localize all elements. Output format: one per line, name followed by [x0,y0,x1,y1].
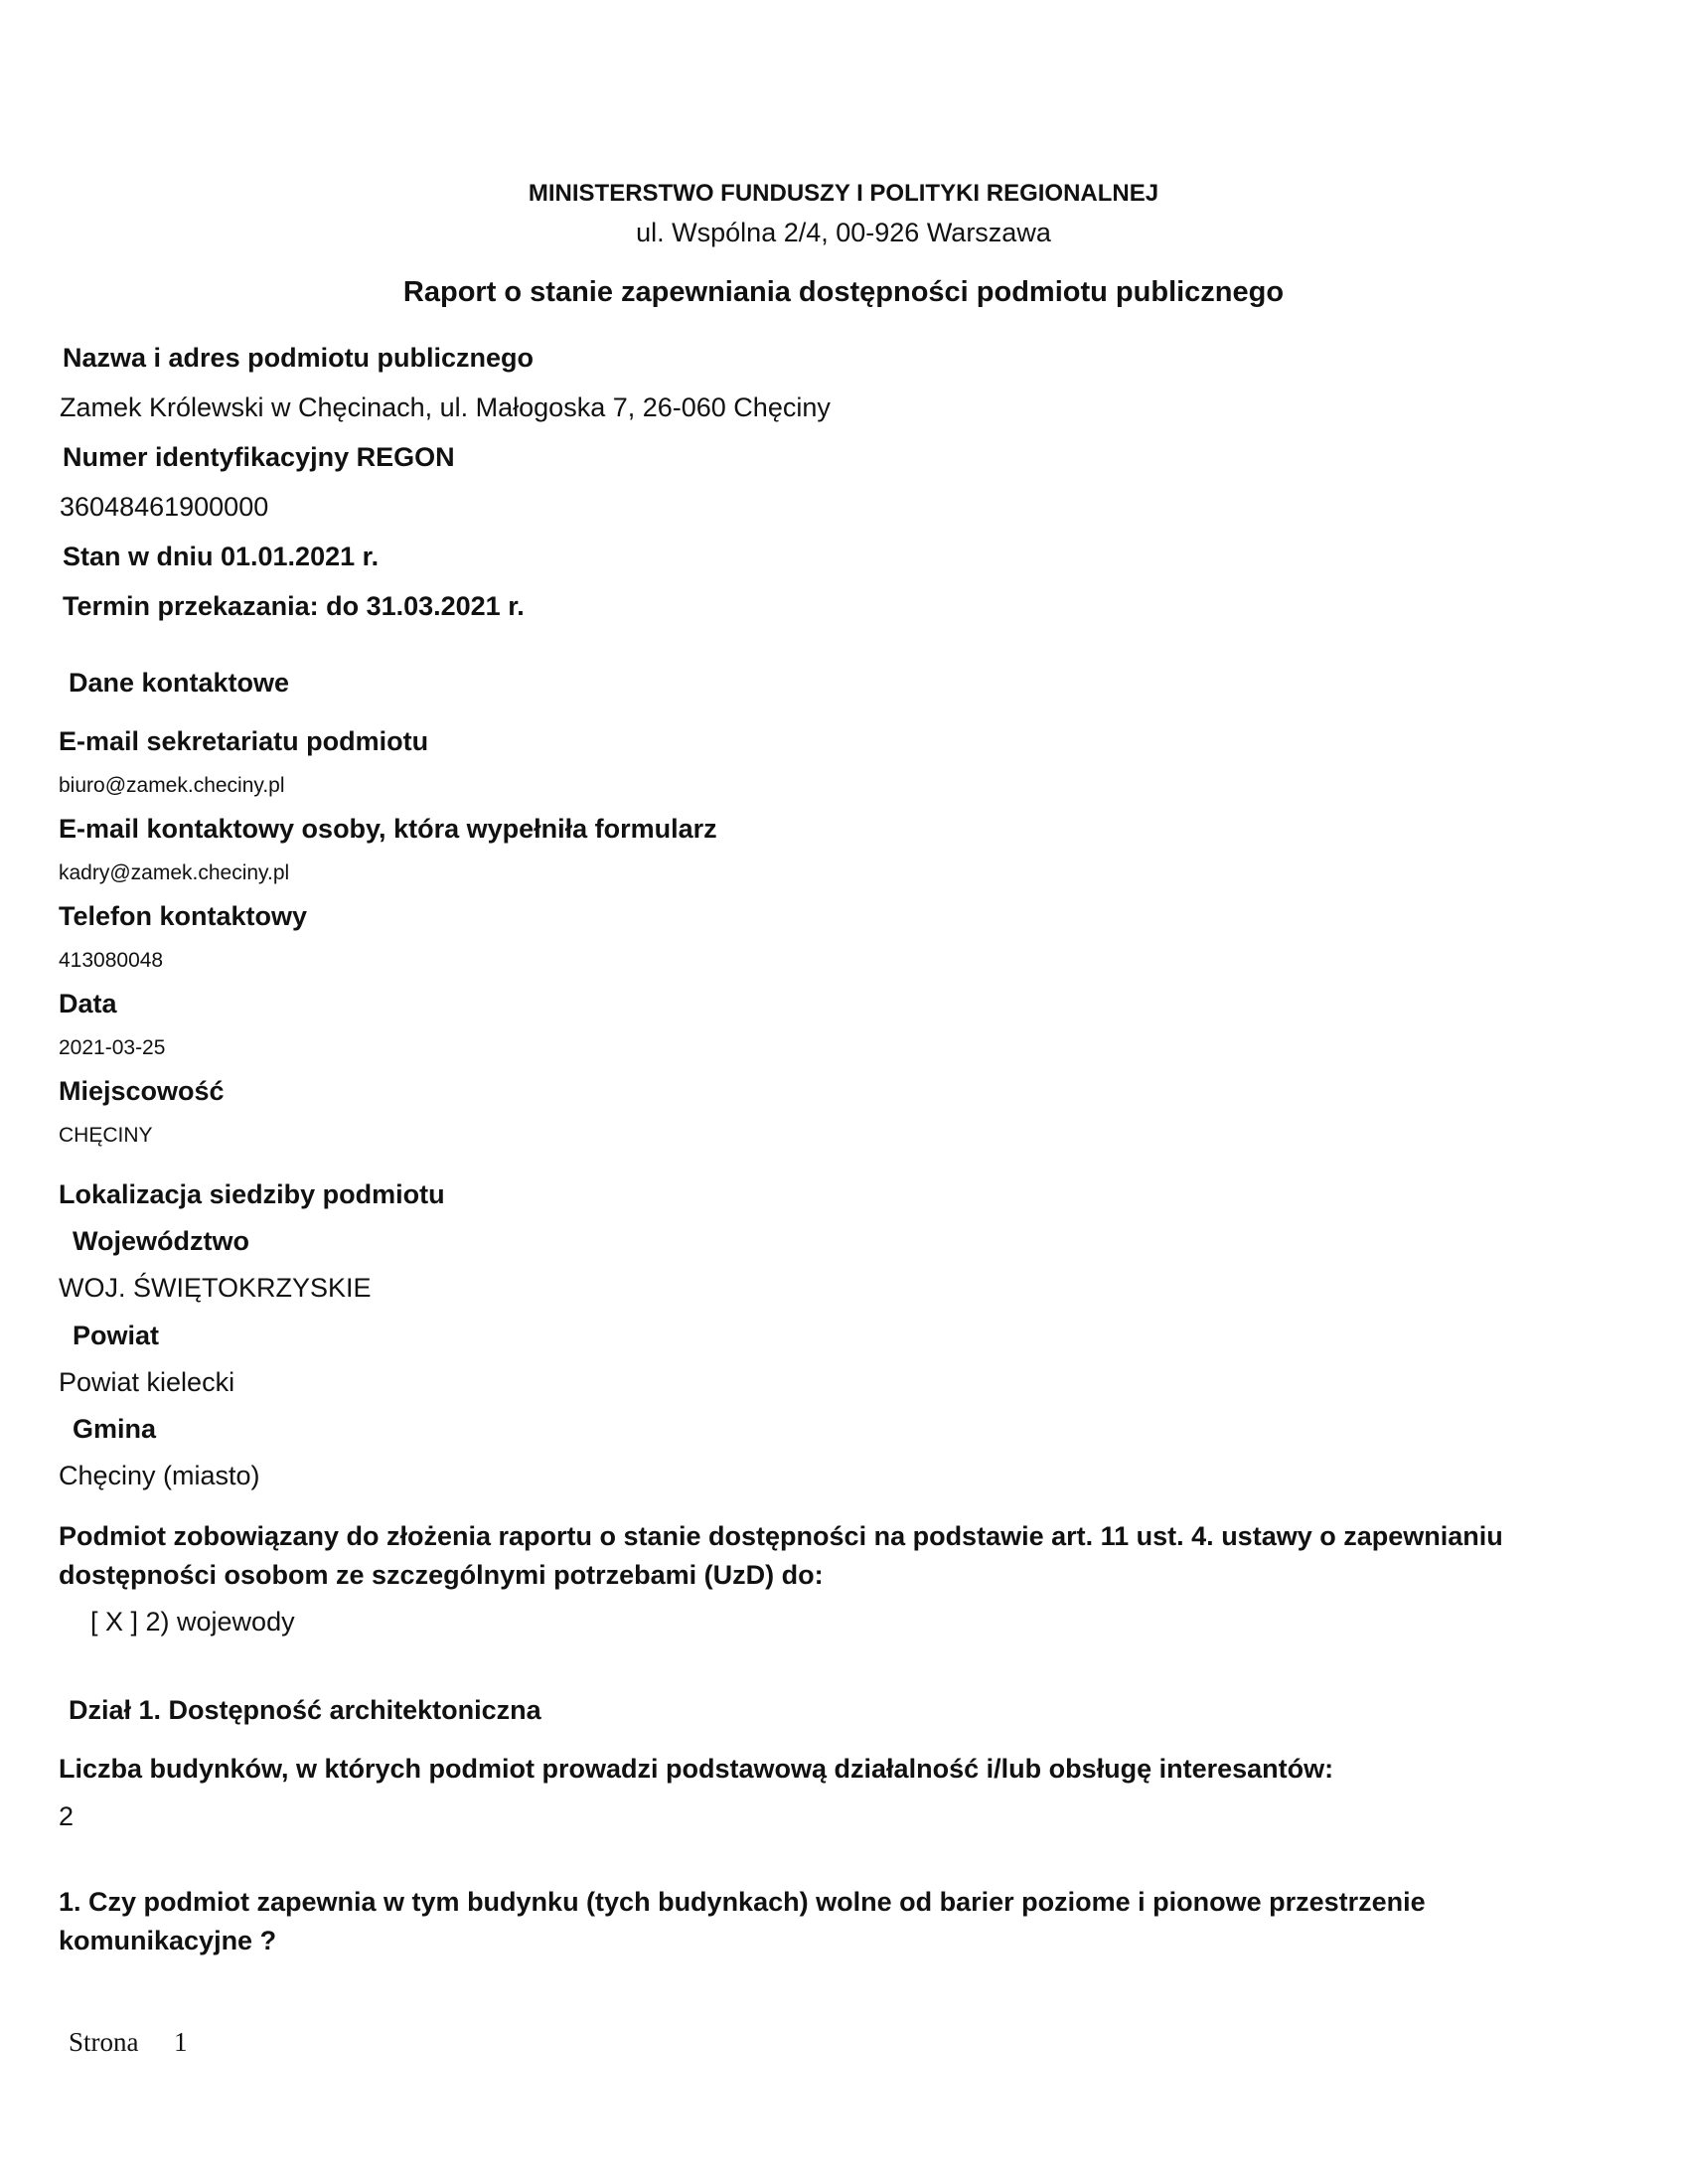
ministry-name: MINISTERSTWO FUNDUSZY I POLITYKI REGIONALNEJ [528,180,1159,207]
entity-name-label: Nazwa i adres podmiotu publicznego [63,343,535,373]
buildings-count-label: Liczba budynków, w których podmiot prowadzi podstawową działalność i/lub obsługę interesantów: [59,1754,1334,1784]
section1-heading: Dział 1. Dostępność architektoniczna [69,1695,541,1725]
regon-value: 36048461900000 [60,492,269,522]
commune-label: Gmina [73,1414,157,1444]
entity-name-value: Zamek Królewski w Chęcinach, ul. Małogoska 7, 26-060 Chęciny [60,392,831,422]
page-label: Strona [69,2027,139,2057]
phone-label: Telefon kontaktowy [59,901,308,931]
page-number: 1 [174,2027,188,2057]
report-title: Raport o stanie zapewniania dostępności podmiotu publicznego [402,276,1285,308]
page-footer [69,2027,188,2058]
obligation-text: Podmiot zobowiązany do złożenia raportu o stanie dostępności na podstawie art. 11 ust. 4. ustawy o zapewnianiu dostępności osobom ze szczególnymi potrzebami (UzD) do: [59,1521,1503,1590]
county-value: Powiat kielecki [59,1367,235,1397]
date-value: 2021-03-25 [59,1036,166,1059]
question-1: 1. Czy podmiot zapewnia w tym budynku (tych budynkach) wolne od barier poziome i pionowe przestrzenie komunikacyjne ? [59,1887,1426,1955]
town-label: Miejscowość [59,1076,225,1106]
town-value: CHĘCINY [59,1124,153,1147]
date-label: Data [59,989,117,1018]
obligation-option: [ X ] 2) wojewody [90,1607,295,1637]
ministry-address: ul. Wspólna 2/4, 00-926 Warszawa [636,218,1051,247]
secretariat-email-value: biuro@zamek.checiny.pl [59,774,285,797]
secretariat-email-label: E-mail sekretariatu podmiotu [59,726,429,756]
location-heading: Lokalizacja siedziby podmiotu [59,1179,445,1209]
contact-heading: Dane kontaktowe [69,668,290,698]
filler-email-value: kadry@zamek.checiny.pl [59,861,290,884]
filler-email-label: E-mail kontaktowy osoby, która wypełniła formularz [59,814,717,844]
regon-label: Numer identyfikacyjny REGON [63,442,455,472]
voivodeship-value: WOJ. ŚWIĘTOKRZYSKIE [59,1273,372,1303]
commune-value: Chęciny (miasto) [59,1461,260,1490]
as-of-date: Stan w dniu 01.01.2021 r. [63,542,380,571]
buildings-count-value: 2 [59,1801,75,1831]
phone-value: 413080048 [59,949,164,972]
voivodeship-label: Województwo [73,1226,249,1256]
submission-deadline: Termin przekazania: do 31.03.2021 r. [63,591,525,621]
county-label: Powiat [73,1321,160,1350]
